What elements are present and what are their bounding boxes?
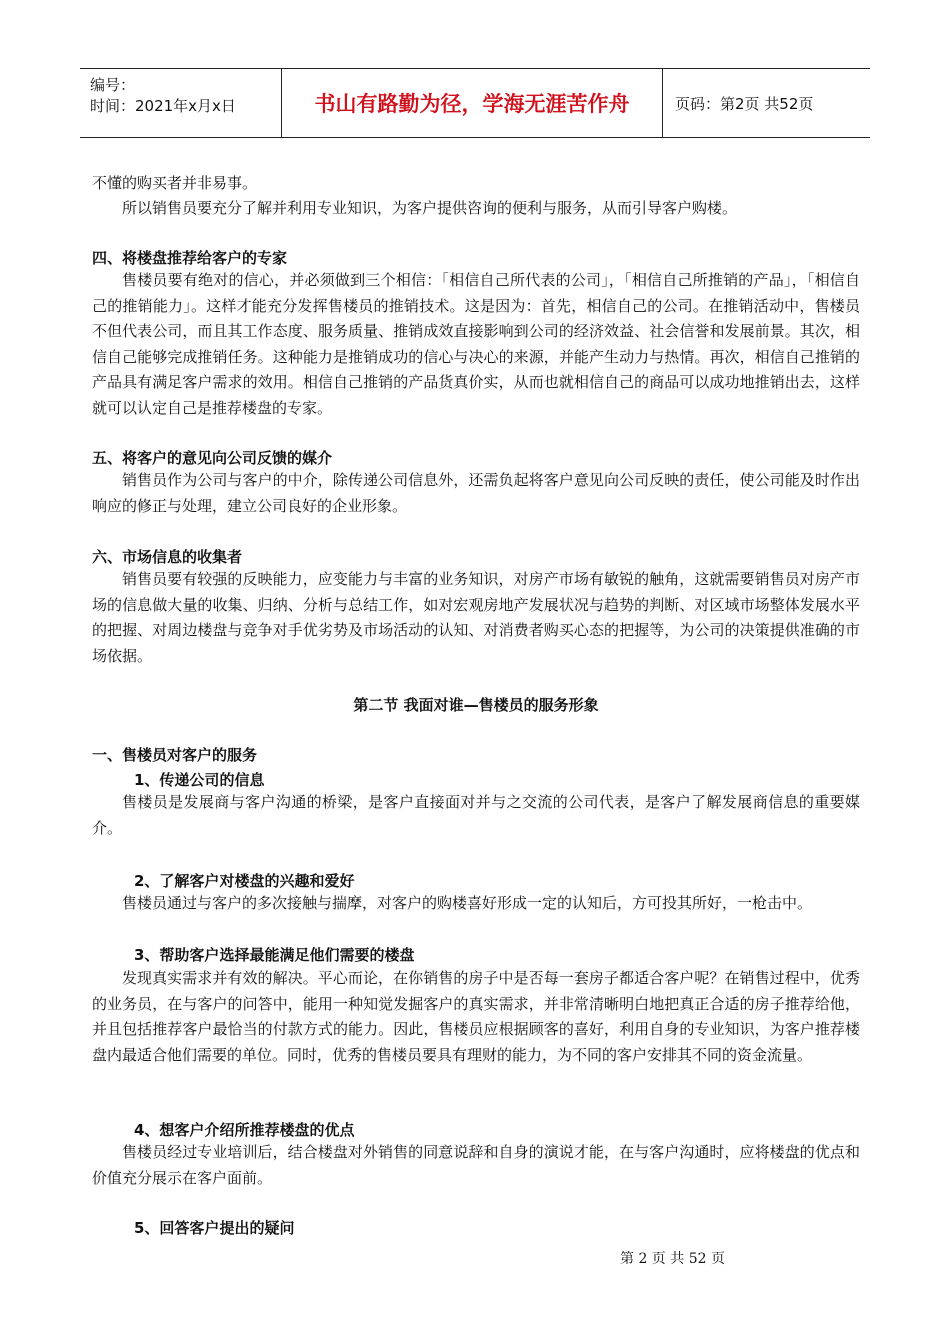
- header-meta: [80, 69, 282, 137]
- heading-6: 六、市场信息的收集者: [92, 548, 243, 566]
- subheading-5: 5、回答客户提出的疑问: [134, 1219, 295, 1237]
- paragraph: 发现真实需求并有效的解决。平心而论，在你销售的房子中是否每一套房子都适合客户呢？在销售过程中，优秀的业务员，在与客户的问答中，能用一种知觉发掘客户的真实需求，并非常清晰明白地把真正合适的房子推荐给他，并且包括推荐客户最恰当的付款方式的能力。因此，售楼员应根据顾客的喜好，利用自身的专业知识，为客户推荐楼盘内最适合他们需要的单位。同时，优秀的售楼员要具有理财的能力，为不同的客户安排其不同的资金流量。: [92, 969, 860, 1064]
- paragraph: 不懂的购买者并非易事。: [92, 174, 258, 192]
- section-title: 第二节 我面对谁—售楼员的服务形象: [353, 696, 599, 714]
- subheading-4: 4、想客户介绍所推荐楼盘的优点: [134, 1121, 355, 1139]
- paragraph: 售楼员是发展商与客户沟通的桥梁，是客户直接面对并与之交流的公司代表，是客户了解发展商信息的重要媒介。: [92, 793, 860, 837]
- date-label: 时间：2021年x月x日: [90, 97, 236, 115]
- subheading-1: 1、传递公司的信息: [134, 771, 265, 789]
- page-header: [80, 68, 870, 138]
- heading-one: 一、售楼员对客户的服务: [92, 746, 258, 764]
- number-label: 编号：: [90, 76, 136, 94]
- header-motto: 书山有路勤为径，学海无涯苦作舟: [282, 69, 663, 137]
- paragraph: 售楼员通过与客户的多次接触与揣摩，对客户的购楼喜好形成一定的认知后，方可投其所好，一枪击中。: [122, 894, 813, 912]
- paragraph: 售楼员要有绝对的信心，并必须做到三个相信：「相信自己所代表的公司」，「相信自己所推销的产品」，「相信自己的推销能力」。这样才能充分发挥售楼员的推销技术。这是因为：首先，相信自己的公司。在推销活动中，售楼员不但代表公司，而且其工作态度、服务质量、推销成效直接影响到公司的经济效益、社会信誉和发展前景。其次，相信自己能够完成推销任务。这种能力是推销成功的信心与决心的来源，并能产生动力与热情。再次，相信自己推销的产品具有满足客户需求的效用。相信自己推销的产品货真价实，从而也就相信自己的商品可以成功地推销出去，这样就可以认定自己是推荐楼盘的专家。: [92, 271, 860, 417]
- subheading-3: 3、帮助客户选择最能满足他们需要的楼盘: [134, 946, 415, 964]
- page-footer: 第 2 页 共 52 页: [620, 1251, 725, 1267]
- paragraph: 所以销售员要充分了解并利用专业知识，为客户提供咨询的便利与服务，从而引导客户购楼。: [122, 199, 738, 217]
- paragraph: 销售员要有较强的反映能力，应变能力与丰富的业务知识，对房产市场有敏锐的触角，这就需要销售员对房产市场的信息做大量的收集、归纳、分析与总结工作，如对宏观房地产发展状况与趋势的判断、对区域市场整体发展水平的把握、对周边楼盘与竞争对手优劣势及市场活动的认知、对消费者购买心态的把握等，为公司的决策提供准确的市场依据。: [92, 570, 860, 665]
- heading-5: 五、将客户的意见向公司反馈的媒介: [92, 449, 333, 467]
- subheading-2: 2、了解客户对楼盘的兴趣和爱好: [134, 872, 355, 890]
- paragraph: 销售员作为公司与客户的中介，除传递公司信息外，还需负起将客户意见向公司反映的责任，使公司能及时作出响应的修正与处理，建立公司良好的企业形象。: [92, 471, 860, 515]
- paragraph: 售楼员经过专业培训后，结合楼盘对外销售的同意说辞和自身的演说才能，在与客户沟通时，应将楼盘的优点和价值充分展示在客户面前。: [92, 1143, 860, 1187]
- heading-4: 四、将楼盘推荐给客户的专家: [92, 249, 288, 267]
- header-page-label: 页码：第2页 共52页: [675, 94, 814, 113]
